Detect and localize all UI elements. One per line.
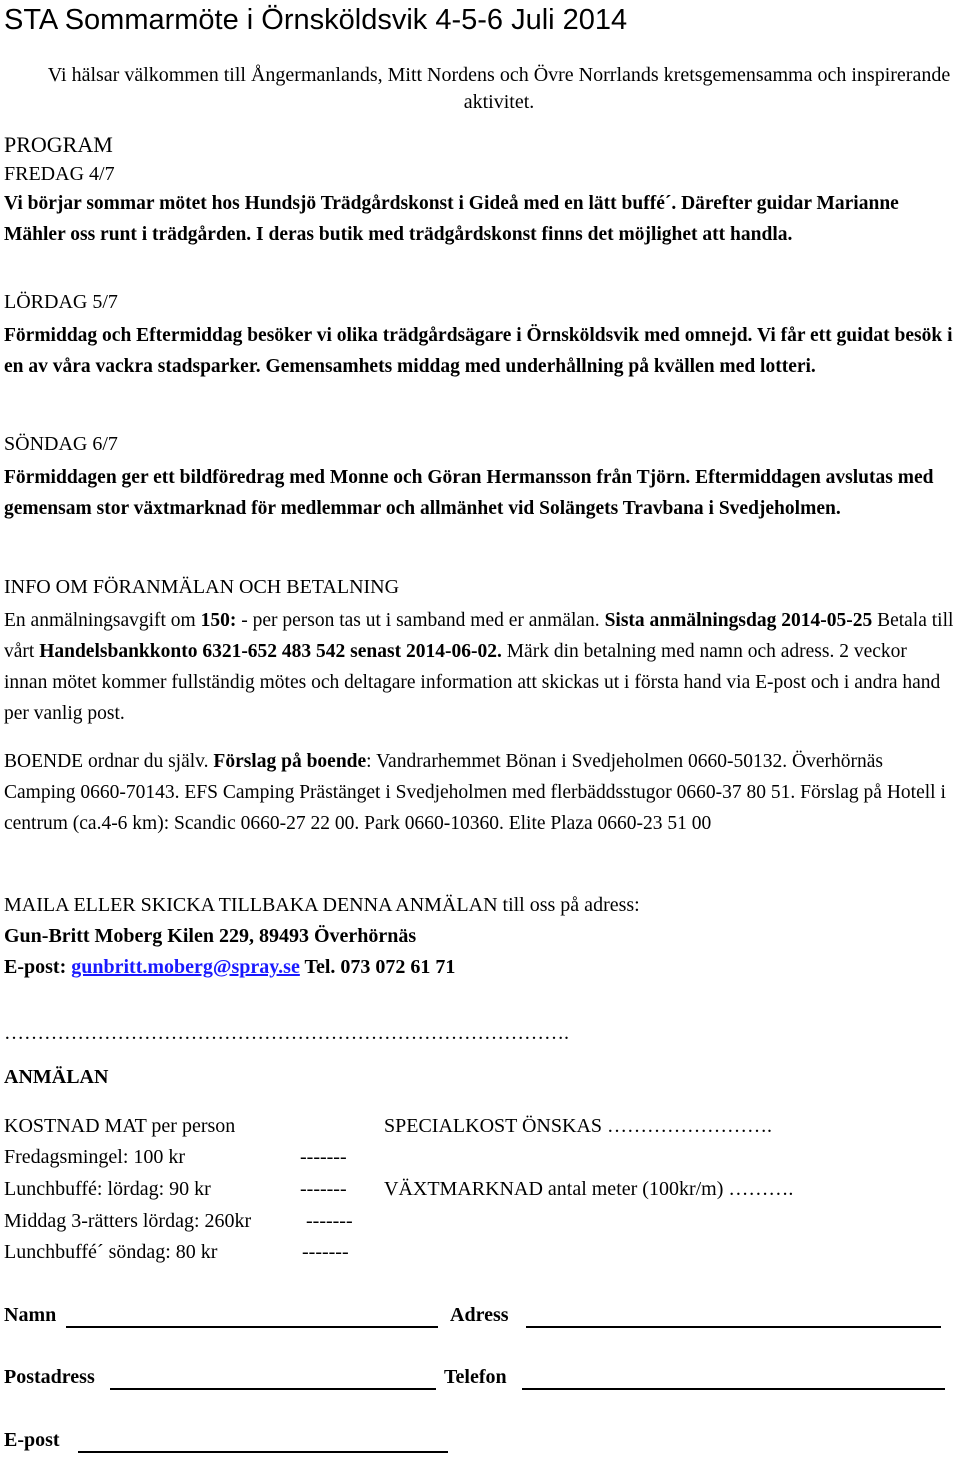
address-label: Adress <box>450 1304 509 1326</box>
friday-text: Vi börjar sommar mötet hos Hundsjö Trädgårdskonst i Gideå med en lätt buffé´. Därefter guidar Marianne Mähler oss runt i trädgården. I deras butik med trädgårdskonst finns det möjlighet att handla. <box>4 193 899 245</box>
page-title: STA Sommarmöte i Örnsköldsvik 4-5-6 Juli 2014 <box>4 4 628 36</box>
item-dinner-field[interactable]: ------- <box>306 1210 353 1232</box>
form-heading: ANMÄLAN <box>4 1066 109 1088</box>
address-field[interactable] <box>526 1308 941 1328</box>
market-field[interactable]: VÄXTMARKNAD antal meter (100kr/m) ………. <box>384 1178 794 1200</box>
sunday-text: Förmiddagen ger ett bildföredrag med Monne och Göran Hermansson från Tjörn. Eftermiddagen avslutas med gemensam stor växtmarknad för medlemmar och allmänhet vid Solängets Travbana i Svedjeholmen. <box>4 467 934 519</box>
welcome-text: Vi hälsar välkommen till Ångermanlands, Mitt Nordens och Övre Norrlands kretsgemensamma och inspirerande aktivitet. <box>47 64 951 113</box>
email-field[interactable] <box>78 1433 448 1453</box>
email-link[interactable]: gunbritt.moberg@spray.se <box>71 956 300 978</box>
item-friday-label: Fredagsmingel: 100 kr <box>4 1146 186 1168</box>
item-sunday-lunch-field[interactable]: ------- <box>302 1241 349 1263</box>
item-saturday-lunch-field[interactable]: ------- <box>300 1178 347 1200</box>
item-saturday-lunch-label: Lunchbuffé: lördag: 90 kr <box>4 1178 211 1200</box>
cost-heading: KOSTNAD MAT per person <box>4 1115 236 1137</box>
postal-field[interactable] <box>110 1370 436 1390</box>
sunday-heading: SÖNDAG 6/7 <box>4 433 118 455</box>
info-text: En anmälningsavgift om 150: - per person tas ut i samband med er anmälan. Sista anmälningsdag 2014-05-25 Betala till vårt Handelsbankkonto 6321-652 483 542 senast 2014-06-02. Märk din betalning med namn och adress. 2 veckor innan mötet kommer fullständig mötes och deltagare information att skickas ut i första hand via E-post och i andra hand per vanlig post. <box>4 610 954 724</box>
mail-instruction: MAILA ELLER SKICKA TILLBAKA DENNA ANMÄLAN till oss på adress: <box>4 894 640 916</box>
phone-label: Telefon <box>444 1366 507 1388</box>
name-field[interactable] <box>66 1308 438 1328</box>
separator: …………………………………………………………………………. <box>4 1022 569 1044</box>
name-label: Namn <box>4 1304 57 1326</box>
contact-line: E-post: gunbritt.moberg@spray.se Tel. 073 072 61 71 <box>4 956 456 978</box>
email-label: E-post <box>4 1429 60 1451</box>
friday-heading: FREDAG 4/7 <box>4 163 115 185</box>
item-sunday-lunch-label: Lunchbuffé´ söndag: 80 kr <box>4 1241 218 1263</box>
lodging-text: BOENDE ordnar du själv. Förslag på boende: Vandrarhemmet Bönan i Svedjeholmen 0660-50132. Överhörnäs Camping 0660-70143. EFS Camping Prästänget i Svedjeholmen med flerbäddsstugor 0660-37 80 51. Förslag på Hotell i centrum (ca.4-6 km): Scandic 0660-27 22 00. Park 0660-10360. Elite Plaza 0660-23 51 00 <box>4 751 946 834</box>
special-diet-field[interactable]: SPECIALKOST ÖNSKAS ……………………. <box>384 1115 773 1137</box>
item-friday-field[interactable]: ------- <box>300 1146 347 1168</box>
saturday-text: Förmiddag och Eftermiddag besöker vi olika trädgårdsägare i Örnsköldsvik med omnejd. Vi får ett guidat besök i en av våra vackra stadsparker. Gemensamhets middag med underhållning på kvällen med lotteri. <box>4 325 953 377</box>
item-dinner-label: Middag 3-rätters lördag: 260kr <box>4 1210 252 1232</box>
program-heading: PROGRAM <box>4 132 113 157</box>
saturday-heading: LÖRDAG 5/7 <box>4 291 118 313</box>
phone-field[interactable] <box>522 1370 945 1390</box>
info-heading: INFO OM FÖRANMÄLAN OCH BETALNING <box>4 576 400 598</box>
mail-address: Gun-Britt Moberg Kilen 229, 89493 Överhörnäs <box>4 925 417 947</box>
postal-label: Postadress <box>4 1366 95 1388</box>
